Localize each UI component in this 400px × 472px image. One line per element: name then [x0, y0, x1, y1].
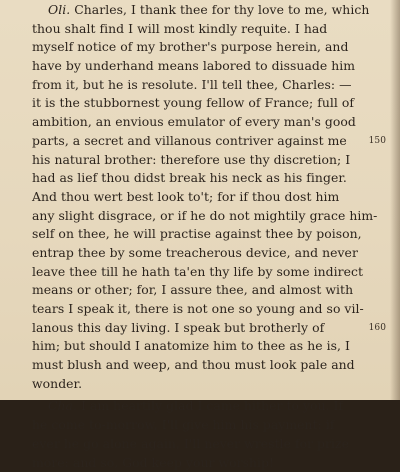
text-line: him; but should I anatomize him to thee as he is, I [32, 337, 386, 356]
text-line [32, 1, 386, 20]
text-line: ever he go alone again, I'll never wrestle for prize [32, 435, 386, 454]
text-line: tears I speak it, there is not one so young and so vil- [32, 300, 386, 319]
text-line: he come to-morrow, I'll give him his payment: if [32, 416, 386, 435]
text-line [32, 132, 386, 151]
speech-first-line: Charles, I thank thee for thy love to me, which [74, 2, 369, 17]
text-line: had as lief thou didst break his neck as his finger. [32, 169, 386, 188]
text-line-content: parts, a secret and villanous contriver against me [32, 133, 347, 148]
text-line: self on thee, he will practise against thee by poison, [32, 225, 386, 244]
text-line: entrap thee by some treacherous device, and never [32, 244, 386, 263]
line-number: 150 [369, 132, 386, 151]
text-line: from it, but he is resolute. I'll tell thee, Charles: — [32, 76, 386, 95]
text-line: his natural brother: therefore use thy discretion; I [32, 151, 386, 170]
text-line: ambition, an envious emulator of every man's good [32, 113, 386, 132]
text-line: wonder. [32, 375, 386, 394]
text-line [32, 397, 386, 416]
text-line: thou shalt find I will most kindly requite. I had [32, 20, 386, 39]
text-line: leave thee till he hath ta'en thy life by some indirect [32, 263, 386, 282]
text-line: must blush and weep, and thou must look pale and [32, 356, 386, 375]
page-edge-shadow [390, 0, 400, 400]
speaker-oliver: Oli. [48, 2, 70, 17]
text-line: myself notice of my brother's purpose herein, and [32, 38, 386, 57]
speaker-charles: Cha. [48, 398, 77, 413]
text-line: have by underhand means labored to dissuade him [32, 57, 386, 76]
line-number: 160 [369, 319, 386, 338]
text-line: it is the stubbornest young fellow of France; full of [32, 94, 386, 113]
speech-first-line: I am heartily glad I came hither to you. If [81, 398, 343, 413]
text-line [32, 319, 386, 338]
text-line: more: and so, God keep your worship! [32, 454, 386, 472]
text-line: And thou wert best look to't; for if thou dost him [32, 188, 386, 207]
text-line: any slight disgrace, or if he do not mightily grace him- [32, 207, 386, 226]
play-text [32, 1, 386, 472]
text-line: means or other; for, I assure thee, and almost with [32, 281, 386, 300]
text-line-content: lanous this day living. I speak but brotherly of [32, 320, 324, 335]
